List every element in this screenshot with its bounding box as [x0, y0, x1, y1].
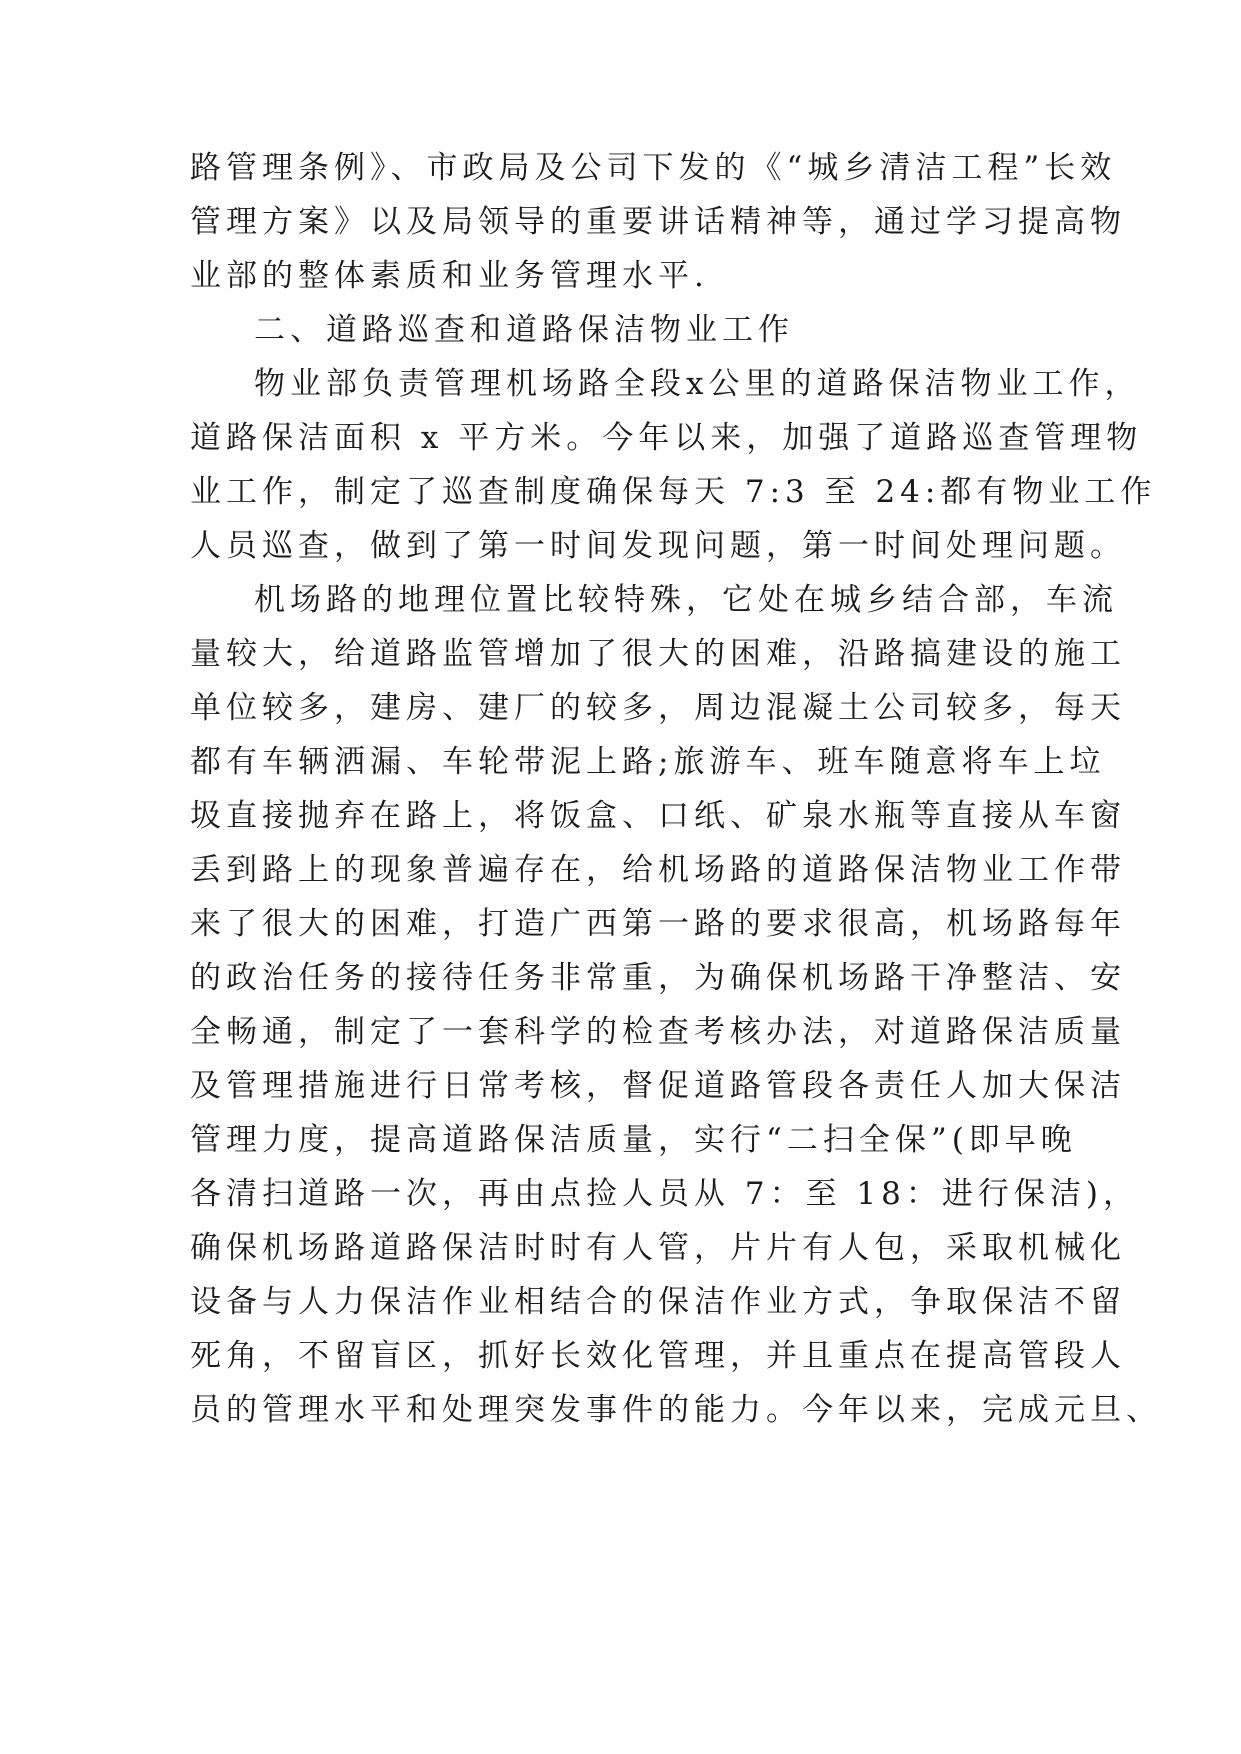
text-line: 物业部负责管理机场路全段x公里的道路保洁物业工作，: [254, 366, 1141, 402]
section-heading: 二、道路巡查和道路保洁物业工作: [254, 312, 794, 348]
text-line: 圾直接抛弃在路上，将饭盒、口纸、矿泉水瓶等直接从车窗: [190, 798, 1126, 834]
text-line: 各清扫道路一次，再由点捡人员从 7：至 18：进行保洁)，: [190, 1176, 1139, 1212]
text-line: 来了很大的困难，打造广西第一路的要求很高，机场路每年: [190, 906, 1126, 942]
text-line: 人员巡查，做到了第一时间发现问题，第一时间处理问题。: [190, 528, 1126, 564]
text-line: 路管理条例》、市政局及公司下发的《“城乡清洁工程”长效: [190, 150, 1117, 186]
text-line: 单位较多，建房、建厂的较多，周边混凝土公司较多，每天: [190, 690, 1126, 726]
text-line: 员的管理水平和处理突发事件的能力。今年以来，完成元旦、: [190, 1392, 1162, 1428]
text-line: 业工作，制定了巡查制度确保每天 7:3 至 24:都有物业工作: [190, 474, 1157, 510]
text-line: 机场路的地理位置比较特殊，它处在城乡结合部，车流: [254, 582, 1118, 618]
text-line: 业部的整体素质和业务管理水平.: [190, 258, 709, 294]
text-line: 量较大，给道路监管增加了很大的困难，沿路搞建设的施工: [190, 636, 1126, 672]
text-line: 都有车辆洒漏、车轮带泥上路;旅游车、班车随意将车上垃: [190, 744, 1106, 780]
text-line: 设备与人力保洁作业相结合的保洁作业方式，争取保洁不留: [190, 1284, 1126, 1320]
text-line: 管理方案》以及局领导的重要讲话精神等，通过学习提高物: [190, 204, 1126, 240]
text-line: 全畅通，制定了一套科学的检查考核办法，对道路保洁质量: [190, 1014, 1126, 1050]
text-line: 的政治任务的接待任务非常重，为确保机场路干净整洁、安: [190, 960, 1126, 996]
text-line: 死角，不留盲区，抓好长效化管理，并且重点在提高管段人: [190, 1338, 1126, 1374]
text-line: 丢到路上的现象普遍存在，给机场路的道路保洁物业工作带: [190, 852, 1126, 888]
text-line: 道路保洁面积 x 平方米。今年以来，加强了道路巡查管理物: [190, 420, 1143, 456]
text-line: 管理力度，提高道路保洁质量，实行“二扫全保”(即早晚: [190, 1122, 1077, 1158]
text-line: 及管理措施进行日常考核，督促道路管段各责任人加大保洁: [190, 1068, 1126, 1104]
text-line: 确保机场路道路保洁时时有人管，片片有人包，采取机械化: [190, 1230, 1126, 1266]
